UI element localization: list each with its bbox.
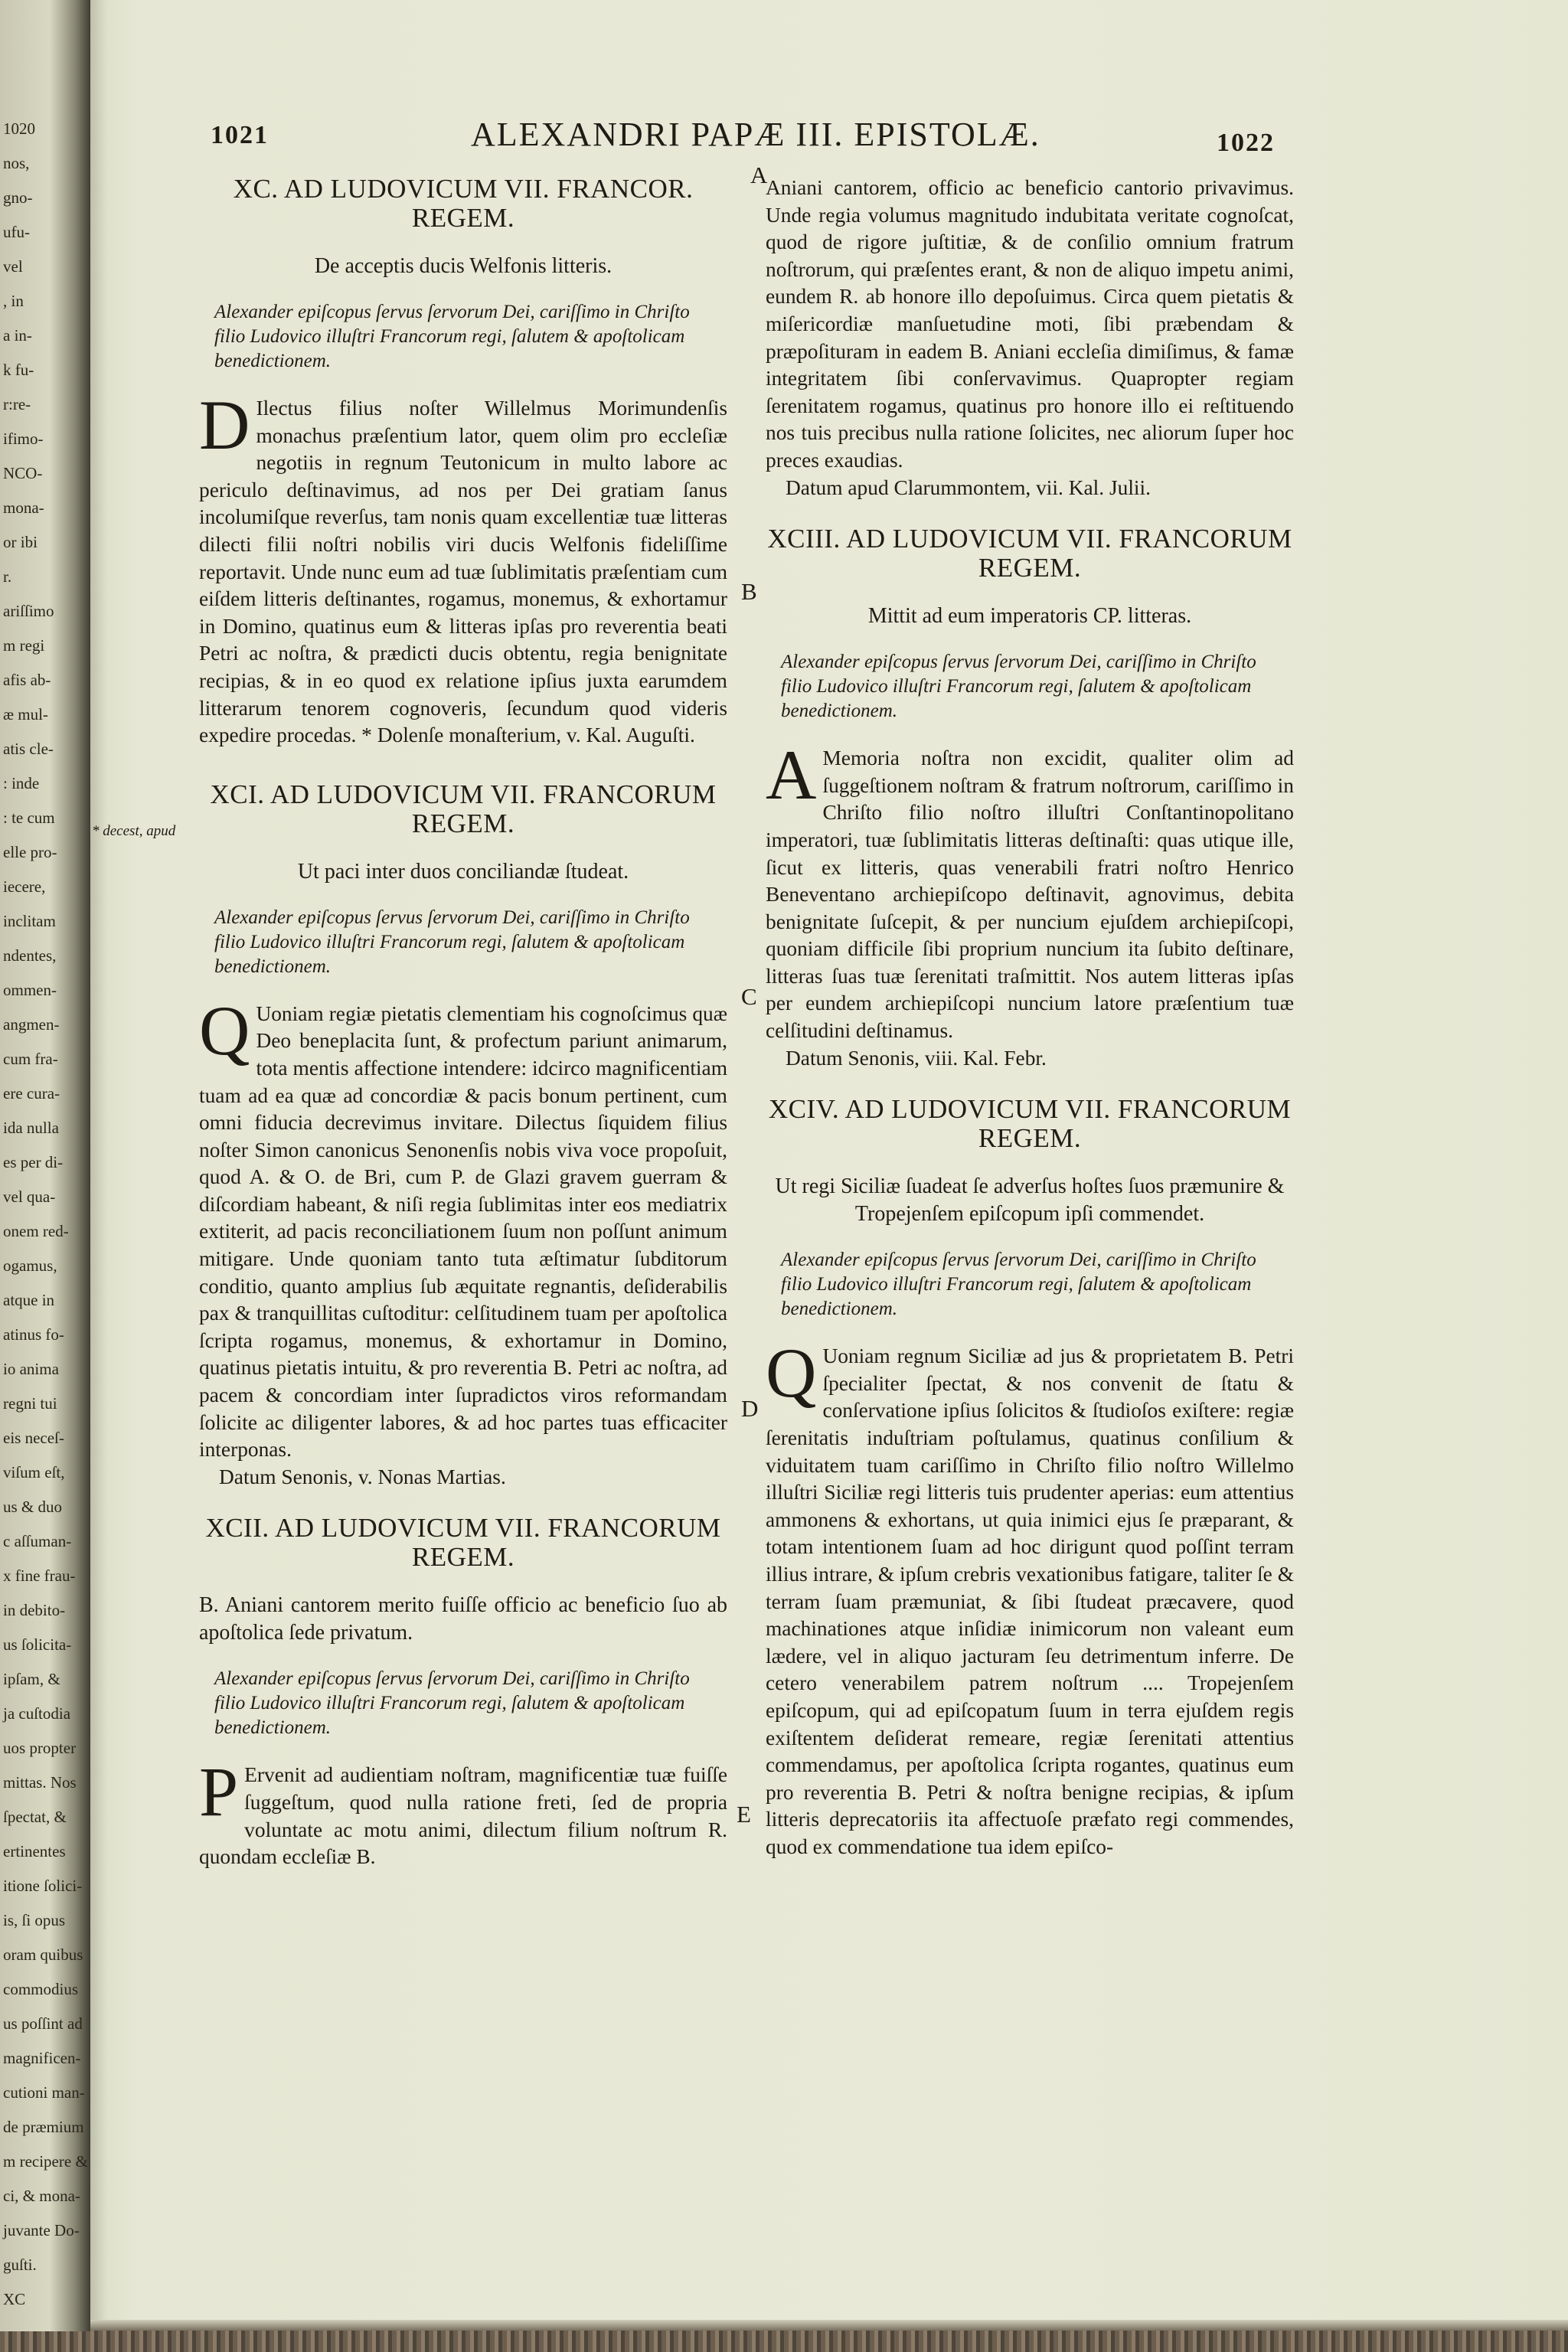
continued-dateline: Datum apud Clarummontem, vii. Kal. Julii. — [786, 475, 1151, 499]
facing-page-fragment: magnificen- — [3, 2049, 81, 2067]
drop-cap: Q — [199, 991, 250, 1070]
facing-page-fragment: viſum eſt, — [3, 1463, 65, 1481]
letter-body — [199, 386, 727, 750]
letter-dateline: Datum Senonis, viii. Kal. Febr. — [786, 1046, 1047, 1070]
facing-page-fragment: ariſſimo — [3, 602, 54, 620]
facing-page-fragment: ere cura- — [3, 1084, 60, 1102]
facing-page-fragment: iecere, — [3, 877, 46, 896]
facing-page-fragment: NCO- — [3, 464, 43, 482]
page-header — [211, 115, 1275, 168]
letter-dateline: Datum Senonis, v. Nonas Martias. — [219, 1465, 506, 1488]
letter-summary: Mittit ad eum imperatoris CP. litteras. — [867, 604, 1192, 629]
facing-page-fragment: ida nulla — [3, 1119, 59, 1137]
facing-page-fragment: us ſolicita- — [3, 1635, 72, 1654]
facing-page-fragment: ci, & mona- — [3, 2187, 80, 2205]
letter-salutation: Alexander epiſcopus ſervus ſervorum Dei, cariſſimo in Chriſto filio Ludovico illuſtri Francorum regi, ſalutem & apoſtolicam benedictionem. — [781, 652, 1256, 722]
facing-page-fragment: vel — [3, 257, 23, 276]
letter-heading: XCIII. AD LUDOVICUM VII. FRANCORUM REGEM. — [767, 524, 1292, 583]
facing-page-fragment: us poſſint ad — [3, 2014, 83, 2033]
facing-page-fragment: c aſſuman- — [3, 1532, 72, 1550]
facing-page-fragment: elle pro- — [3, 843, 57, 861]
facing-page-fragment: eis neceſ- — [3, 1429, 64, 1447]
facing-page-fragment: r:re- — [3, 395, 31, 413]
facing-page-fragment: inclitam — [3, 912, 56, 930]
facing-page-fragment: ufu- — [3, 223, 30, 241]
facing-page-fragment: 1020 — [3, 119, 35, 138]
letter-body-text: Ervenit ad audientiam noſtram, magnificentiæ tuæ fuiſſe ſuggeſtum, quod nulla ratione freti, ſed de propria voluntate ac motu animi, dilectum filium noſtrum R. quondam eccleſiæ B. — [199, 1763, 727, 1869]
letter-summary: Ut regi Siciliæ ſuadeat ſe adverſus hoſtes ſuos præmunire & Tropejenſem epiſcopum ipſi commendet. — [775, 1174, 1285, 1227]
facing-page-fragment: ja cuſtodia — [3, 1704, 71, 1723]
facing-page-fragment: gno- — [3, 188, 33, 207]
facing-page-fragment: ertinentes — [3, 1842, 66, 1860]
drop-cap: D — [199, 386, 250, 464]
facing-page-fragment: juvante Do- — [3, 2221, 80, 2239]
facing-page-fragment: a in- — [3, 326, 32, 345]
letter-salutation: Alexander epiſcopus ſervus ſervorum Dei, cariſſimo in Chriſto filio Ludovico illuſtri Francorum regi, ſalutem & apoſtolicam benedictionem. — [781, 1250, 1256, 1320]
facing-page-fragment: angmen- — [3, 1015, 60, 1034]
section-marker-b: B — [741, 578, 757, 605]
facing-page-fragment: es per di- — [3, 1153, 64, 1171]
facing-page-fragment: de præmium — [3, 2118, 84, 2136]
facing-page-fragment: : te cum — [3, 808, 55, 827]
letter-heading: XCI. AD LUDOVICUM VII. FRANCORUM REGEM. — [210, 779, 717, 838]
page-bottom-edge — [90, 2320, 1568, 2331]
letter-summary: De acceptis ducis Welfonis litteris. — [314, 254, 612, 278]
facing-page-fragment: m regi — [3, 636, 45, 655]
letter-salutation: Alexander epiſcopus ſervus ſervorum Dei, cariſſimo in Chriſto filio Ludovico illuſtri Francorum regi, ſalutem & apoſtolicam benedictionem. — [214, 302, 690, 371]
facing-page-fragment: , in — [3, 292, 24, 310]
facing-page-fragment: m recipere & — [3, 2152, 88, 2171]
facing-page-fragment: ndentes, — [3, 946, 57, 965]
letter-salutation: Alexander epiſcopus ſervus ſervorum Dei, cariſſimo in Chriſto filio Ludovico illuſtri Francorum regi, ſalutem & apoſtolicam benedictionem. — [214, 1668, 690, 1739]
letter-xciii — [766, 524, 1294, 1072]
facing-page-edge — [0, 0, 90, 2331]
facing-page-fragment: ogamus, — [3, 1256, 57, 1275]
facing-page-fragment: : inde — [3, 774, 40, 792]
section-marker-c: C — [741, 983, 757, 1010]
letter-heading: XCIV. AD LUDOVICUM VII. FRANCORUM REGEM. — [768, 1094, 1292, 1154]
facing-page-fragment: cutioni man- — [3, 2083, 85, 2102]
facing-page-fragment: ommen- — [3, 981, 57, 999]
facing-page-fragment: in debito- — [3, 1601, 66, 1619]
facing-page-fragment: afis ab- — [3, 671, 51, 689]
facing-page-fragment: nos, — [3, 154, 30, 172]
page-number-right: 1022 — [1217, 129, 1275, 157]
facing-page-fragment: ipſam, & — [3, 1670, 60, 1688]
facing-page-fragment: k fu- — [3, 361, 34, 379]
facing-page-fragment: cum fra- — [3, 1050, 58, 1068]
facing-page-fragment: itione ſolici- — [3, 1877, 83, 1895]
facing-page-fragment: æ mul- — [3, 705, 48, 724]
facing-page-fragment: x fine frau- — [3, 1566, 76, 1585]
letter-salutation: Alexander epiſcopus ſervus ſervorum Dei, cariſſimo in Chriſto filio Ludovico illuſtri Francorum regi, ſalutem & apoſtolicam benedictionem. — [214, 906, 690, 977]
facing-page-fragment: mittas. Nos — [3, 1773, 77, 1792]
section-marker-a: A — [750, 162, 768, 188]
letter-xc — [199, 175, 727, 750]
facing-page-fragment: atque in — [3, 1291, 55, 1309]
facing-page-fragment: atis cle- — [3, 740, 54, 758]
facing-page-fragment: guſti. — [3, 2256, 37, 2274]
letter-heading: XCII. AD LUDOVICUM VII. FRANCORUM REGEM. — [205, 1513, 721, 1573]
letter-body — [766, 1334, 1294, 1860]
section-marker-e: E — [737, 1801, 751, 1828]
letter-summary: B. Aniani cantorem merito fuiſſe officio ac beneficio ſuo ab apoſtolica ſede privatum. — [199, 1593, 727, 1645]
letter-xci — [199, 780, 727, 1491]
facing-page-fragment: regni tui — [3, 1394, 57, 1413]
left-column — [199, 175, 727, 1871]
facing-page-fragment: mona- — [3, 498, 44, 517]
facing-page-fragment: oram quibus — [3, 1945, 83, 1964]
letter-body — [199, 1753, 727, 1870]
letter-heading: XC. AD LUDOVICUM VII. FRANCOR. REGEM. — [233, 174, 694, 233]
drop-cap: A — [766, 736, 817, 815]
facing-page-fragment: io anima — [3, 1360, 59, 1378]
letter-xcii — [199, 1514, 727, 1870]
drop-cap: P — [199, 1753, 239, 1831]
facing-page-fragment: XC — [3, 2290, 26, 2308]
facing-page-fragment: ifimo- — [3, 430, 44, 448]
letter-body-text: Ilectus filius noſter Willelmus Morimundenſis monachus præſentium lator, quem olim pro eccleſiæ negotiis in regnum Teutonicum in multo labore ac periculo deſtinavimus, ad nos per Dei gratiam ſanus incolumiſque reverſus, tam nonis quam excellentiæ tuæ litteras dilecti filii noſtri nobilis viri ducis Welfonis fideliſſime reportavit. Unde nunc eum ad tuæ ſublimitatis præſentiam cum eiſdem litteris deſtinantes, rogamus, monemus, & exhortamur in Domino, quatinus eum & litteras ipſas pro reverentia beati Petri ac noſtra, & prædicti ducis obtentu, regia benignitate recipias, & in eo quod ex relatione ipſius juxta earumdem litterarum tenorem cognoveris, ſecundum quod videris expedire procedas. * Dolenſe monaſterium, v. Kal. Auguſti. — [199, 397, 727, 747]
letter-body-text: Uoniam regiæ pietatis clementiam his cognoſcimus quæ Deo beneplacita ſunt, & profectum pariunt animarum, tota mentis affectione intendere: idcirco magnificentiam tuam ad ea quæ ad concordiæ & pacis bonum pertinent, cum omni fiducia decrevimus invitare. Dilectus ſiquidem filius noſter Simon canonicus Senonenſis nobis viva voce propoſuit, quod A. & O. de Bri, cum P. de Glazi gravem guerram & diſcordiam habeant, & niſi regia ſublimitas inter eos mediatrix extiterit, ad pacis reconciliationem ſuum non poſſunt animum mitigare. Unde quoniam tanto tuta æſtimatur ſubditorum conditio, quanto amplius ſub æquitate regnantis, deſiderabilis pax & tranquillitas cuſtoditur: celſitudinem tuam per apoſtolica ſcripta rogamus, monemus, & exhortamur in Domino, quatinus pietatis intuitu, & pro reverentia B. Petri ac noſtra, ad pacem & concordiam inter ſupradictos viros reformandam ſolicite ac diligenter labores, & ad hoc partes tuas efficaciter interponas. — [199, 1001, 727, 1462]
running-title: ALEXANDRI PAPÆ III. EPISTOLÆ. — [471, 116, 1040, 153]
letter-body — [766, 736, 1294, 1045]
facing-page-fragment: atinus fo- — [3, 1325, 64, 1344]
section-marker-d: D — [741, 1395, 759, 1422]
drop-cap: Q — [766, 1334, 817, 1413]
facing-page-fragment: or ibi — [3, 533, 38, 551]
continued-text: Aniani cantorem, officio ac beneficio cantorio privavimus. Unde regia volumus magnitudo indubitata veritate cognoſcat, quod de rigore juſtitiæ, & de conſilio omnium fratrum noſtrorum, qui præſentes erant, & non de aliquo impetu animi, eundem R. ab honore illo depoſuimus. Circa quem pietatis & miſericordiæ manſuetudine moti, ſibi præbendam & præpoſituram in eadem B. Aniani eccleſia dimiſimus, & famæ integritatem ſibi conſervavimus. Quapropter regiam ſerenitatem rogamus, quatinus pro honore illo ei reſtituendo nos tuis precibus nulla ratione ſolicites, nec aliorum ſuper hoc preces exaudias. — [766, 176, 1294, 472]
page-number-left: 1021 — [211, 121, 269, 149]
facing-page-fragment: onem red- — [3, 1222, 69, 1240]
facing-page-fragment: uos propter — [3, 1739, 77, 1757]
facing-page-fragment: commodius — [3, 1980, 78, 1998]
facing-page-fragment: is, ſi opus — [3, 1911, 66, 1929]
letter-body-text: Memoria noſtra non excidit, qualiter olim ad ſuggeſtionem noſtram & fratrum noſtrorum, cariſſimo in Chriſto filio noſtro illuſtri Conſtantinopolitano imperatori, tuæ ſublimitatis litteras deſtinaſti: quas utique ille, ſicut ex litteris, quas venerabili fratri noſtro Henrico Beneventano archiepiſcopo deſtinavit, agnovimus, debita benignitate ſuſcepit, & per nuncium ejuſdem archiepiſcopi, quoniam difficile ſibi proprium nuncium ita ſubito deſtinare, litteras ſuas tuæ ſerenitati traſmittit. Nos autem litteras ipſas per eundem archiepiſcopi nuncium latore præſentium tuæ celſitudini deſtinamus. — [766, 746, 1294, 1043]
facing-page-fragment: ſpectat, & — [3, 1808, 67, 1826]
facing-page-fragment: us & duo — [3, 1498, 63, 1516]
letter-body-text: Uoniam regnum Siciliæ ad jus & proprietatem B. Petri ſpecialiter ſpectat, & nos convenit de ſtatu & conſervatione ipſius ſolicitos & ſtudioſos exiſtere: regiæ ſerenitatis induſtriam poſtulamus, quatinus conſilium & viduitatem tuam cariſſimo in Chriſto filio noſtro Willelmo illuſtri Siciliæ regi litteris tuis prudenter aperias: eum attentius ammonens & exhortans, ut quia inimici ejus ſe præparant, & totam intentionem ſuam ad hoc dirigunt quod poſſint terram illius intrare, & ipſum crebris vexationibus fatigare, taliter ſe & terram ſuam præmuniat, & ſibi ſtudeat præcavere, quod machinationes atque inſidiæ inimicorum non valeant eum lædere, vel in aliquo jacturam ſeu detrimentum inferre. De cetero venerabilem patrem noſtrum .... Tropejenſem epiſcopum, qui ad epiſcopatum ſuum in terra ejuſdem regis exiſtentem deſiderat remeare, regiæ ſerenitati attentius commendamus, per apoſtolica ſcripta rogantes, quatinus eum pro reverentia B. Petri & noſtra benigne recipias, & ipſum litteris deprecatoriis ita affectuoſe præfato regi commendes, quod ex commendatione tua idem epiſco- — [766, 1344, 1294, 1858]
margin-note: * decest, apud — [92, 823, 176, 839]
letter-xciv — [766, 1095, 1294, 1860]
facing-page-fragment: r. — [3, 567, 12, 586]
facing-page-fragment: vel qua- — [3, 1187, 56, 1206]
letter-summary: Ut paci inter duos conciliandæ ſtudeat. — [297, 859, 629, 884]
right-column — [766, 175, 1294, 1861]
letter-body — [199, 991, 727, 1464]
